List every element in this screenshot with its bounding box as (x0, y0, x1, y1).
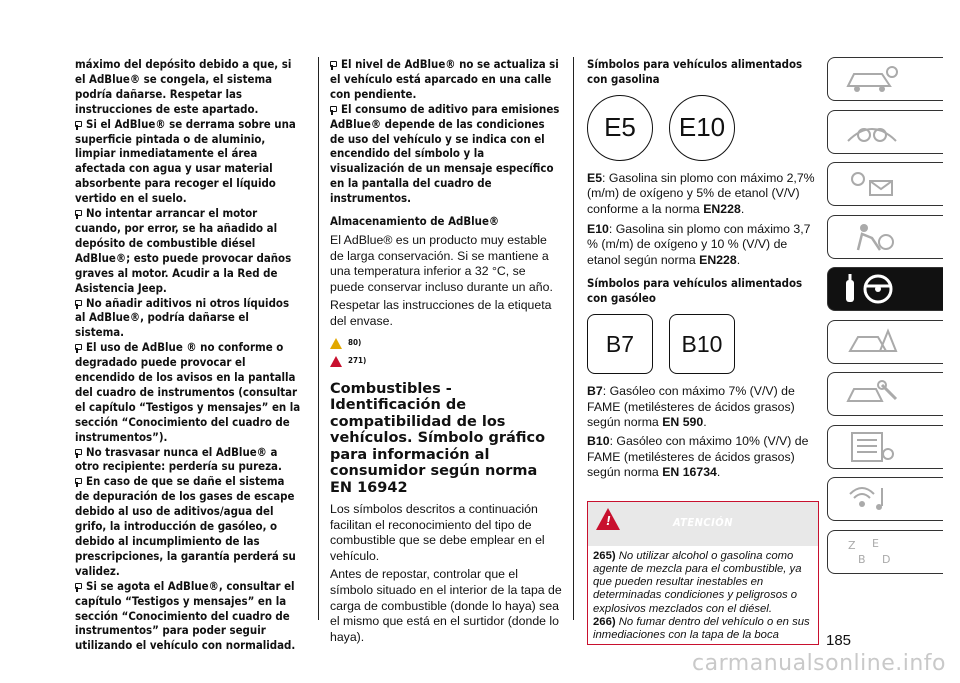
attention-box (587, 501, 819, 645)
chapter-tabs (827, 57, 947, 582)
bullet-icon (75, 478, 82, 484)
list-item: El nivel de AdBlue® no se actualiza si el vehículo está aparcado en una calle con pendiente. (330, 57, 559, 101)
tab-starting-driving[interactable] (827, 267, 943, 311)
warning-ref: 271) (330, 353, 562, 371)
list-item: El uso de AdBlue ® no conforme o degradado puede provocar el encendido de los avisos en la pantalla del cuadro de instrumentos (consultar el capítulo “Testigos y mensajes” en la sección “Conocimiento del cuadro de instrumentos”). (75, 340, 301, 444)
e10-symbol: E10 (669, 95, 735, 161)
bullet-icon (75, 449, 82, 455)
list-item: No intentar arrancar el motor cuando, por error, se ha añadido al depósito de combustible diésel AdBlue®; esto puede provocar daños graves al motor. Acudir a la Red de Asistencia Jeep. (75, 206, 292, 295)
tab-vehicle[interactable] (827, 57, 943, 101)
tab-multimedia[interactable] (827, 477, 943, 521)
petrol-symbols (587, 95, 819, 161)
attention-body (588, 546, 818, 644)
bullet-icon (330, 61, 337, 67)
svg-text:B: B (858, 552, 866, 566)
list-item: Si se agota el AdBlue®, consultar el capítulo “Testigos y mensajes” en la sección “Conocimiento del cuadro de instrumentos” para poder seguir utilizando el vehículo con normalidad. (75, 578, 296, 653)
bullet-icon (330, 106, 337, 112)
bullet-icon (75, 210, 82, 216)
bullet-icon (75, 300, 82, 306)
warning-lights-icon (842, 167, 902, 201)
dashboard-icon (842, 115, 902, 149)
watermark: carmanualsonline.info (692, 651, 946, 676)
warning-ref: 80) (330, 335, 562, 353)
bullet-icon (75, 121, 82, 127)
bullet-icon (75, 583, 82, 589)
list-item: El consumo de aditivo para emisiones AdBlue® depende de las condiciones de uso del vehículo y se indica con el encendido del símbolo y la visualización de un mensaje específico en la pantalla del cuadro de instrumentos. (330, 101, 560, 206)
svg-text:E: E (872, 536, 879, 550)
paragraph: Respetar las instrucciones de la etiqueta del envase. (330, 298, 552, 328)
fuel-description: E10: Gasolina sin plomo con máximo 3,7 % (m/m) de oxígeno y 10 % (V/V) de etanol según norma EN228. (587, 221, 811, 267)
safety-icon (842, 220, 902, 254)
danger-triangle-icon (330, 356, 342, 367)
paragraph: El AdBlue® es un producto muy estable de larga conservación. Si se mantiene a una temperatura inferior a 32 °C, se puede conservar incluso durante un año. (330, 232, 553, 294)
column-3 (587, 57, 819, 645)
section-heading: Combustibles - Identificación de compatibilidad de los vehículos. Símbolo gráfico para información al consumidor según norma EN 16942 (330, 380, 546, 496)
b7-symbol: B7 (587, 314, 653, 374)
specs-icon (842, 430, 902, 464)
multimedia-icon (842, 482, 902, 516)
paragraph: Los símbolos descritos a continuación facilitan el reconocimiento del tipo de combustible que se debe emplear en el vehículo. (330, 502, 545, 563)
fuel-description: B7: Gasóleo con máximo 7% (V/V) de FAME (metilésteres de ácidos grasos) según norma EN 590. (587, 384, 795, 430)
svg-text:Z: Z (848, 538, 856, 552)
breakdown-icon (842, 325, 902, 359)
paragraph: máximo del depósito debido a que, si el AdBlue® se congela, el sistema podría dañarse. Respetar las instrucciones de este apartado. (75, 57, 292, 116)
warning-triangle-icon (330, 338, 342, 349)
list-item: Si el AdBlue® se derrama sobre una superficie pintada o de aluminio, limpiar inmediatamente el área afectada con agua y usar material absorbente para recoger el líquido vertido en el suelo. (75, 116, 296, 206)
warning-item: 266) No fumar dentro del vehículo o en sus inmediaciones con la tapa de la boca (593, 615, 810, 641)
b10-symbol: B10 (669, 314, 735, 374)
tab-technical-data[interactable] (827, 425, 943, 469)
column-2 (330, 57, 562, 645)
column-divider (318, 57, 319, 620)
svg-text:D: D (882, 552, 891, 566)
tab-emergency[interactable] (827, 320, 943, 364)
fuel-description: E5: Gasolina sin plomo con máximo 2,7% (m/m) de oxígeno y 5% de etanol (V/V) conforme a la norma EN228. (587, 170, 815, 216)
list-item: No añadir aditivos ni otros líquidos al AdBlue®, podría dañarse el sistema. (75, 295, 290, 340)
bullet-icon (75, 344, 82, 350)
subsection-title: Símbolos para vehículos alimentados con gasolina (587, 57, 803, 86)
key-steering-icon (842, 272, 902, 306)
car-info-icon (842, 62, 902, 96)
column-1 (75, 57, 301, 653)
page-number: 185 (826, 632, 852, 649)
index-icon (842, 535, 902, 569)
tab-warning-lights[interactable] (827, 162, 943, 206)
paragraph: Antes de repostar, controlar que el símbolo situado en el interior de la tapa de carga de combustible (donde lo haya) sea el mismo que está en el surtidor (donde lo haya). (330, 567, 562, 644)
danger-triangle-icon (596, 508, 620, 530)
tab-dashboard[interactable] (827, 110, 943, 154)
subsection-title: Almacenamiento de AdBlue® (330, 214, 500, 229)
column-divider (573, 57, 574, 620)
list-item: En caso de que se dañe el sistema de depuración de los gases de escape debido al uso de aditivos/agua del grifo, la introducción de gasóleo, o debido al incumplimiento de las prescripciones, la garantía perderá su validez. (75, 474, 296, 578)
tab-index[interactable] (827, 530, 943, 574)
tab-safety[interactable] (827, 215, 943, 259)
list-item: No trasvasar nunca el AdBlue® a otro recipiente: perdería su pureza. (75, 444, 282, 474)
diesel-symbols (587, 314, 819, 374)
service-car-icon (842, 377, 902, 411)
subsection-title: Símbolos para vehículos alimentados con gasóleo (587, 276, 803, 306)
e5-symbol: E5 (587, 95, 653, 161)
tab-maintenance[interactable] (827, 372, 943, 416)
warning-item: 265) No utilizar alcohol o gasolina como agente de mezcla para el combustible, ya que pueden resultar inestables en determinadas condiciones y peligrosos o explosivos mezclados con el diésel. (593, 549, 802, 615)
fuel-description: B10: Gasóleo con máximo 10% (V/V) de FAME (metilésteres de ácidos grasos) según norma EN 16734. (587, 433, 809, 480)
attention-header: ! ATENCIÓN (588, 502, 818, 546)
